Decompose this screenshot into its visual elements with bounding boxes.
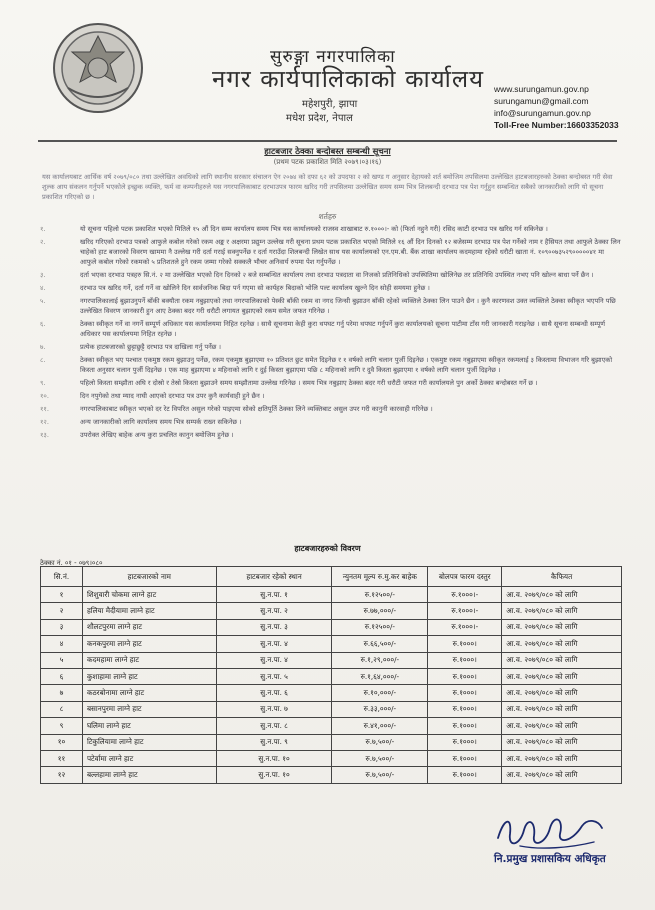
condition-text: अन्य जानकारीको लागि कार्यालय समय भित्र सम्पर्क राख्न सकिनेछ । (80, 418, 242, 426)
condition-text: खरिद गरिएको दरभाउ पत्रको आफुले कबोल गरेको रकम अङ्क र अक्षरमा प्रद्युम्न उल्लेख गरी सूचना प्रथम पटक प्रकाशित भएको मितिले १६ औं दिन दिनको १२ बजेसम्म दरभाउ पत्र पेश गर्नेको नाम र हैसियत तथा आफुले ठेक्का लिन चाहेको हाट बजारको विवरण खाममा नै उल्लेख गरी दर्ता गराई सक्नुपर्नेछ र दर्ता गराउँदा शिलबन्दी लिखेत साथ यस कार्यालयको एन.एम.बी. बैंक शाखा कार्यालय कदमहामा रहेको धरौटी खाता नं. १०९००७३५२९०००००४१ मा आफुले कबोल गरेको रकमको ५ प्रतिशतले हुने रकम जम्मा गरेको सक्कलै भौचर अनिवार्य रुपमा पेश गर्नुपर्नेछ । (80, 238, 621, 266)
condition-text: पहिलो किस्ता सम्झौता अघि र दोस्रो र तेस्रो किस्ता बुझाउने समय सम्झौतामा उल्लेख गरिनेछ । समय भित्र नबुझाए ठेक्का बदर गरी धरौटी जफत गरी कार्यालयले पुन अर्को ठेक्का बन्दोबस्त गर्ने छ । (80, 379, 538, 387)
toll-free-number: Toll-Free Number:16603352033 (494, 120, 619, 130)
remarks-cell: आ.व. २०७९/०८० को लागि (502, 652, 622, 668)
min-price-cell: रु.४१,०००/- (332, 718, 428, 734)
condition-text: उपरोक्त लेखिए बाहेक अन्य कुरा प्रचलित कानुन बमोजिम हुनेछ । (80, 431, 234, 439)
condition-number: १०. (40, 392, 49, 400)
condition-number: ८. (40, 356, 46, 364)
condition-item (40, 355, 622, 375)
location-cell: सु.न.पा. ६ (216, 685, 332, 701)
remarks-cell: आ.व. २०७९/०८० को लागि (502, 718, 622, 734)
serial-cell: ७ (41, 685, 83, 701)
min-price-cell: रु.१२५००/- (332, 587, 428, 603)
serial-cell: ११ (41, 750, 83, 766)
email-link-1[interactable]: surungamun@gmail.com (494, 96, 589, 106)
table-body (41, 587, 622, 784)
condition-number: ३. (40, 271, 46, 279)
min-price-cell: रु.१,२९,०००/- (332, 652, 428, 668)
signatory-title: नि.प्रमुख प्रशासकिय अधिकृत (494, 853, 606, 865)
form-fee-cell: रु.१०००।- (428, 603, 502, 619)
notice-subtitle: (प्रथम पटक प्रकाशित मिति २०७९।०३।१६) (273, 158, 382, 166)
location-cell: सु.न.पा. ४ (216, 652, 332, 668)
min-price-cell: रु.७,५००/- (332, 734, 428, 750)
remarks-cell: आ.व. २०७९/०८० को लागि (502, 734, 622, 750)
table-row (41, 668, 622, 684)
form-fee-cell: रु.१०००। (428, 636, 502, 652)
remarks-cell: आ.व. २०७९/०८० को लागि (502, 685, 622, 701)
location-cell: सु.न.पा. ५ (216, 668, 332, 684)
min-price-cell: रु.१०,०००/- (332, 685, 428, 701)
conditions-heading: शर्तहरु (318, 212, 337, 221)
remarks-cell: आ.व. २०७९/०८० को लागि (502, 619, 622, 635)
condition-item (40, 237, 622, 267)
remarks-cell: आ.व. २०७९/०८० को लागि (502, 587, 622, 603)
location-cell: सु.न.पा. १ (216, 587, 332, 603)
column-header: बोलपत्र फारम दस्तुर (428, 567, 502, 587)
condition-item (40, 342, 622, 352)
form-fee-cell: रु.१०००। (428, 668, 502, 684)
condition-text: दरभाउ पत्र खरिद गर्ने, दर्ता गर्ने वा खोलिने दिन सार्वजनिक बिदा पर्न गएमा सो कार्यहरु बिदाको भोलि पल्ट कार्यालय खुल्ने दिन सोही समयमा हुनेछ । (80, 284, 430, 292)
condition-number: ५. (40, 297, 46, 305)
address-line2: मधेश प्रदेश, नेपाल (286, 113, 353, 124)
location-cell: सु.न.पा. ३ (216, 619, 332, 635)
column-header: कैफियत (502, 567, 622, 587)
condition-item (40, 430, 622, 440)
condition-text: ठेक्का स्वीकृत भए पश्चात एकमुष्ठ रकम बुझाउनु पर्नेछ, रकम एकमुष्ठ बुझाएमा १० प्रतिशत छुट समेत दिइनेछ र १ वर्षको लागि चलान पुर्जी दिइनेछ । एकमुष्ट रकम नबुझाएमा स्वीकृत रकमलाई ३ किस्तामा विभाजन गरि बुझाएको किस्ता अनुसार चलान पुर्जी दिइनेछ । एक माह बुझाएमा ४ महिनाको लागि र दुई किस्ता बुझाएमा पछि ८ महिनाको लागि र दुवै किस्ता बुझाएमा १ वर्षको लागि चलान पुर्जी दिइनेछ । (80, 356, 613, 374)
location-cell: सु.न.पा. २ (216, 603, 332, 619)
form-fee-cell: रु.१०००। (428, 685, 502, 701)
column-header: न्युनतम मूल्य रु.मु.कर बाहेक (332, 567, 428, 587)
condition-item (40, 224, 622, 234)
serial-cell: ६ (41, 668, 83, 684)
serial-cell: १० (41, 734, 83, 750)
hat-name-cell: बल्लहामा लाग्ने हाट (82, 767, 216, 783)
serial-cell: १२ (41, 767, 83, 783)
hat-name-cell: घलिमा लाग्ने हाट (82, 718, 216, 734)
table-row (41, 718, 622, 734)
condition-item (40, 283, 622, 293)
municipality-name: सुरुङ्गा नगरपालिका (270, 47, 396, 67)
min-price-cell: रु.७,५००/- (332, 750, 428, 766)
remarks-cell: आ.व. २०७९/०८० को लागि (502, 668, 622, 684)
location-cell: सु.न.पा. ४ (216, 636, 332, 652)
column-header: हाटबजार रहेको स्थान (216, 567, 332, 587)
remarks-cell: आ.व. २०७९/०८० को लागि (502, 603, 622, 619)
conditions-list (40, 224, 622, 443)
min-price-cell: रु.७,५००/- (332, 767, 428, 783)
hat-name-cell: पटेर्वामा लाग्ने हाट (82, 750, 216, 766)
remarks-cell: आ.व. २०७९/०८० को लागि (502, 701, 622, 717)
hat-name-cell: कदमहामा लाग्ने हाट (82, 652, 216, 668)
table-row (41, 701, 622, 717)
municipality-emblem-icon (52, 22, 144, 114)
table-heading: हाटबजारहरुको विवरण (294, 544, 361, 553)
form-fee-cell: रु.१०००।- (428, 619, 502, 635)
hat-name-cell: कठरबोनामा लाग्ने हाट (82, 685, 216, 701)
hatbazar-table (40, 566, 622, 784)
location-cell: सु.न.पा. ८ (216, 718, 332, 734)
condition-text: नगरपालिकाबाट स्वीकृत भएको दर रेट विपरित असुल गरेको पाइएमा सोको क्षतिपूर्ति ठेक्का लिने व्यक्तिबाट असुल उपर गरी कानुनी कारवाही गरिनेछ । (80, 405, 433, 413)
table-row (41, 685, 622, 701)
column-header: हाटबजारको नाम (82, 567, 216, 587)
condition-text: दिन नपुगेको तथा म्याद नाघी आएको दरभाउ पत्र उपर कुनै कार्यवाही हुने छैन । (80, 392, 265, 400)
condition-item (40, 417, 622, 427)
condition-item (40, 378, 622, 388)
condition-item (40, 404, 622, 414)
condition-number: ७. (40, 343, 46, 351)
condition-number: २. (40, 238, 46, 246)
form-fee-cell: रु.१०००। (428, 750, 502, 766)
condition-number: १. (40, 225, 46, 233)
tender-number: ठेक्का नं. ०१ - ०७९।०८० (40, 559, 103, 567)
location-cell: सु.न.पा. ९ (216, 734, 332, 750)
condition-number: ९. (40, 379, 46, 387)
serial-cell: ४ (41, 636, 83, 652)
serial-cell: ५ (41, 652, 83, 668)
table-row (41, 734, 622, 750)
notice-intro: यस कार्यालयबाट आर्थिक वर्ष २०७९/०८० तथा उल्लेखित अवधिको लागि स्थानीय सरकार संचालन ऐन २०७४ को दफा ६२ को उपदफा २ को खण्ड ग अनुसार देहायको शर्त बमोजिम तपसिलमा उल्लेखित हाटबजारहरुको ठेक्का बन्दोबस्त गरी सेवा शुल्क आय संकलन गर्नुपर्ने भएकोले इच्छुक व्यक्ति, फर्म वा कम्पनीहरुले यस नगरपालिकाबाट दरभाउपत्र फारम खरिद गरी तपसिलमा उल्लेखित समय सम्म भित्र शिलबन्दी दरभाउ पत्र पेश गर्नुहुन सम्बन्धित सबैको जानकारीको लागि यो सूचना प्रकाशित गरिएको छ । (42, 173, 613, 201)
form-fee-cell: रु.१०००। (428, 701, 502, 717)
serial-cell: १ (41, 587, 83, 603)
form-fee-cell: रु.१०००। (428, 718, 502, 734)
contact-block (494, 83, 619, 131)
remarks-cell: आ.व. २०७९/०८० को लागि (502, 750, 622, 766)
hat-name-cell: हलिया मैदीयामा लाग्ने हाट (82, 603, 216, 619)
condition-text: नगरपालिकालाई बुझाउनुपर्ने बाँकी बक्यौता रकम नबुझाएको तथा नगरपालिकाको पेस्की बाँकी रकम वा नगद जिन्सी बुझाउन बाँकी रहेको व्यक्तिले ठेक्का लिन पाउने छैन । कुनै कारणवश उक्त व्यक्तिले ठेक्का स्वीकृत भएपनि पछि उल्लेखित विवरण जानकारी हुन आए ठेक्का बदर गरी धरौटी लगायत बुझाएको रकम समेत जफत गरिनेछ । (80, 297, 616, 315)
min-price-cell: रु.३३,०००/- (332, 701, 428, 717)
table-row (41, 587, 622, 603)
serial-cell: ८ (41, 701, 83, 717)
email-link-2[interactable]: info@surungamun.gov.np (494, 108, 591, 118)
hat-name-cell: शौलटपुरमा लाग्ने हाट (82, 619, 216, 635)
form-fee-cell: रु.१०००। (428, 734, 502, 750)
condition-item (40, 270, 622, 280)
condition-item (40, 319, 622, 339)
condition-text: प्रत्येक हाटबजारको छुट्टाछुट्टै दरभाउ पत्र दाखिला गर्नु पर्नेछ । (80, 343, 222, 351)
condition-item (40, 391, 622, 401)
hat-name-cell: कुशाहामा लाग्ने हाट (82, 668, 216, 684)
table-row (41, 619, 622, 635)
condition-item (40, 296, 622, 316)
address-line1: महेशपुरी, झापा (302, 99, 358, 110)
hat-name-cell: टिकुलियामा लाग्ने हाट (82, 734, 216, 750)
table-row (41, 767, 622, 783)
location-cell: सु.न.पा. १० (216, 750, 332, 766)
form-fee-cell: रु.१०००।- (428, 587, 502, 603)
location-cell: सु.न.पा. ७ (216, 701, 332, 717)
condition-number: ११. (40, 405, 49, 413)
serial-cell: ३ (41, 619, 83, 635)
remarks-cell: आ.व. २०७९/०८० को लागि (502, 636, 622, 652)
min-price-cell: रु.१,६४,०००/- (332, 668, 428, 684)
min-price-cell: रु.१२५००/- (332, 619, 428, 635)
condition-number: १२. (40, 418, 49, 426)
notice-title: हाटबजार ठेक्का बन्दोबस्त सम्बन्धी सूचना (264, 147, 391, 157)
condition-text: ठेक्का स्वीकृत गर्ने वा नगर्ने सम्पूर्ण अधिकार यस कार्यालयमा निहित रहनेछ । साथै सूचनामा केही कुरा थपघट गर्नु परेमा थपघट गर्नुपर्ने कुरा कार्यालयको सूचना पाटीमा टाँस गरी जानकारी गराइनेछ । साथै सूचना सम्बन्धी सम्पूर्ण अधिकार यस कार्यालयमा निहित रहनेछ । (80, 320, 606, 338)
remarks-cell: आ.व. २०७९/०८० को लागि (502, 767, 622, 783)
hat-name-cell: बसानपुरमा लाग्ने हाट (82, 701, 216, 717)
website-link[interactable]: www.surungamun.gov.np (494, 84, 589, 94)
table-row (41, 603, 622, 619)
table-row (41, 652, 622, 668)
min-price-cell: रु.६६,५००/- (332, 636, 428, 652)
form-fee-cell: रु.१०००। (428, 767, 502, 783)
location-cell: सु.न.पा. १० (216, 767, 332, 783)
condition-text: यो सूचना पहिलो पटक प्रकाशित भएको मितिले १५ औं दिन सम्म कार्यालय समय भित्र यस कार्यालयको राजस्व शाखाबाट रु.१०००।- को (फिर्ता नहुने गरी) रसिद काटी दरभाउ पत्र खरिद गर्न सकिनेछ । (80, 225, 548, 233)
hat-name-cell: कनकपुरमा लाग्ने हाट (82, 636, 216, 652)
serial-cell: २ (41, 603, 83, 619)
column-header: सि.नं. (41, 567, 83, 587)
condition-number: ४. (40, 284, 46, 292)
condition-number: १३. (40, 431, 49, 439)
table-row (41, 750, 622, 766)
form-fee-cell: रु.१०००। (428, 652, 502, 668)
table-row (41, 636, 622, 652)
table-header-row (41, 567, 622, 587)
handwritten-signature (490, 808, 610, 856)
min-price-cell: रु.७७,०००/- (332, 603, 428, 619)
condition-text: दर्ता भएका दरभाउ पत्रहरु सि.नं. २ मा उल्लेखित भएको दिन दिनको २ बजे सम्बन्धित कार्यालय तथा दरभाउ पत्रदाता वा निजको प्रतिनिधिको उपस्थितिमा खोलिनेछ तर प्रतिनिधि उपस्थित नभए पनि खोल्न बाधा पर्ने छैन । (80, 271, 594, 279)
office-name: नगर कार्यपालिकाको कार्यालय (212, 65, 485, 93)
header-divider (38, 140, 617, 142)
hat-name-cell: शिशुवारी चोकमा लाग्ने हाट (82, 587, 216, 603)
serial-cell: ९ (41, 718, 83, 734)
condition-number: ६. (40, 320, 46, 328)
